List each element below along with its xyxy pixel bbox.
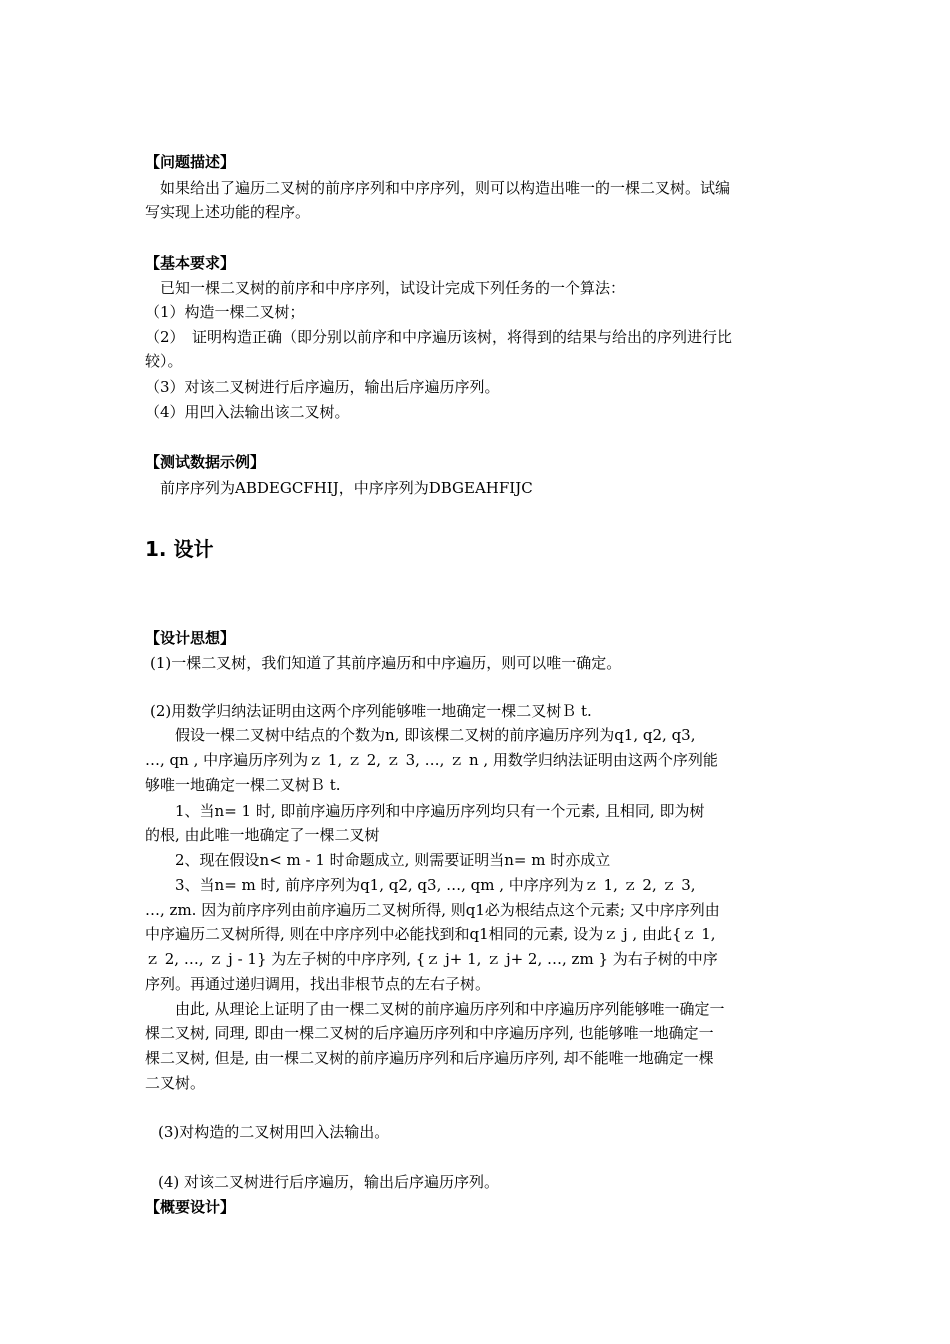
design-idea-line-8: 2、现在假设n< m - 1 时命题成立, 则需要证明当n= m 时亦成立 (145, 851, 611, 869)
design-idea-line-4: …, qn , 中序遍历序列为ｚ 1, ｚ 2, ｚ 3, …, ｚ n , 用数学归纳法证明由这两个序列能 (145, 751, 718, 769)
design-idea-line-18: (3)对构造的二叉树用凹入法输出。 (158, 1123, 390, 1141)
requirements-line-1: 已知一棵二叉树的前序和中序序列，试设计完成下列任务的一个算法： (145, 279, 626, 297)
outline-design-heading: 【概要设计】 (145, 1198, 236, 1216)
problem-line-1: 如果给出了遍历二叉树的前序序列和中序序列，则可以构造出唯一的一棵二叉树。试编 (145, 179, 731, 197)
design-idea-line-17: 二叉树。 (145, 1074, 206, 1092)
section-title: 1. 设计 (145, 537, 214, 561)
design-idea-line-19: (4) 对该二叉树进行后序遍历，输出后序遍历序列。 (158, 1173, 500, 1191)
problem-heading: 【问题描述】 (145, 153, 236, 171)
requirements-heading: 【基本要求】 (145, 254, 236, 272)
design-idea-line-6: 1、当n= 1 时, 即前序遍历序列和中序遍历序列均只有一个元素, 且相同, 即为树 (145, 802, 705, 820)
design-idea-line-11: 中序遍历二叉树所得, 则在中序序列中必能找到和q1相同的元素, 设为ｚ j , 由此{ｚ 1, (145, 925, 716, 943)
design-idea-line-12: ｚ 2, …, ｚ j - 1} 为左子树的中序序列, {ｚ j+ 1, ｚ j+ 2, …, zm } 为右子树的中序 (145, 950, 718, 968)
design-idea-line-9: 3、当n= m 时, 前序序列为q1, q2, q3, …, qm , 中序序列为ｚ 1, ｚ 2, ｚ 3, (145, 876, 696, 894)
requirements-line-5: （3）对该二叉树进行后序遍历，输出后序遍历序列。 (145, 378, 500, 396)
design-idea-heading: 【设计思想】 (145, 629, 236, 647)
design-idea-line-14: 由此, 从理论上证明了由一棵二叉树的前序遍历序列和中序遍历序列能够唯一确定一 (145, 1000, 725, 1018)
problem-line-2: 写实现上述功能的程序。 (145, 203, 311, 221)
design-idea-line-1: (1)一棵二叉树，我们知道了其前序遍历和中序遍历，则可以唯一确定。 (150, 654, 622, 672)
test-data-line-1: 前序序列为ABDEGCFHIJ，中序序列为DBGEAHFIJC (145, 479, 533, 497)
design-idea-line-16: 棵二叉树, 但是, 由一棵二叉树的前序遍历序列和后序遍历序列, 却不能唯一地确定一棵 (145, 1049, 714, 1067)
design-idea-line-7: 的根, 由此唯一地确定了一棵二叉树 (145, 826, 380, 844)
requirements-line-6: （4）用凹入法输出该二叉树。 (145, 403, 350, 421)
requirements-line-2: （1）构造一棵二叉树； (145, 303, 305, 321)
design-idea-line-15: 棵二叉树, 同理, 即由一棵二叉树的后序遍历序列和中序遍历序列, 也能够唯一地确定一 (145, 1024, 714, 1042)
design-idea-line-13: 序列。再通过递归调用，找出非根节点的左右子树。 (145, 975, 491, 993)
requirements-line-4: 较）。 (145, 352, 183, 370)
design-idea-line-3: 假设一棵二叉树中结点的个数为n, 即该棵二叉树的前序遍历序列为q1, q2, q3, (145, 726, 696, 744)
test-data-heading: 【测试数据示例】 (145, 453, 266, 471)
design-idea-line-5: 够唯一地确定一棵二叉树Ｂ t. (145, 776, 341, 794)
design-idea-line-10: …, zm. 因为前序序列由前序遍历二叉树所得, 则q1必为根结点这个元素; 又中序序列由 (145, 901, 720, 919)
design-idea-line-2: (2)用数学归纳法证明由这两个序列能够唯一地确定一棵二叉树Ｂ t. (150, 702, 592, 720)
requirements-line-3: （2） 证明构造正确（即分别以前序和中序遍历该树，将得到的结果与给出的序列进行比 (145, 328, 733, 346)
